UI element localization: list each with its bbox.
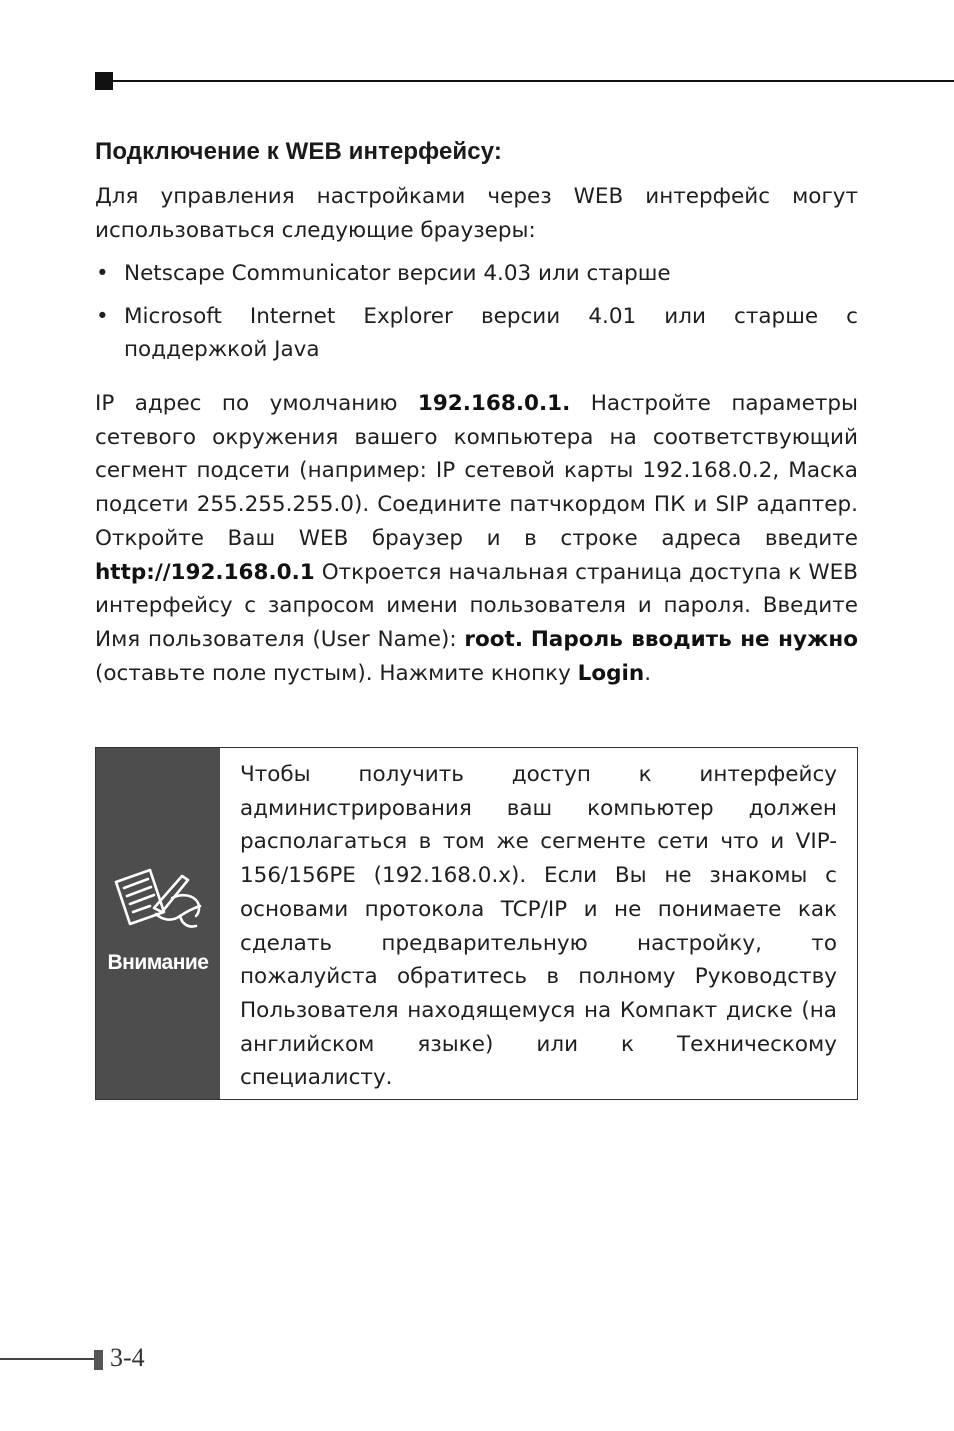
header-rule: [95, 80, 954, 82]
text-run: Настройте параметры сетевого окружения вашего компьютера на соответствующий сегмент подсети (например: IP сетевой карты 192.168.0.2, Маска подсети 255.255.255.0). Соедините патчкордом ПК и SIP адаптер. Откройте Ваш WEB браузер и в строке адреса введите: [95, 391, 859, 551]
instructions-paragraph: [95, 387, 858, 690]
text-run: Откроется начальная страница доступа к WEB интерфейсу с запросом имени пользователя и пароля. Введите Имя пользователя (User Name):: [95, 559, 858, 652]
footer-mark: [94, 1350, 103, 1370]
default-ip: 192.168.0.1.: [417, 391, 571, 416]
text-run: IP адрес по умолчанию: [95, 391, 418, 416]
text-run: .: [644, 660, 652, 686]
note-sidebar: [96, 748, 220, 1099]
page-number: 3-4: [110, 1343, 145, 1372]
section-heading: Подключение к WEB интерфейсу:: [95, 138, 502, 165]
note-writing-hand-icon: [110, 868, 204, 946]
list-item: [95, 257, 858, 291]
attention-note-box: [95, 747, 858, 1100]
username-value: root.: [464, 626, 523, 652]
browser-list: [95, 257, 858, 376]
bullet-icon: •: [96, 303, 109, 329]
list-item-text: Netscape Communicator версии 4.03 или старше: [124, 261, 671, 286]
list-item: [95, 300, 858, 367]
no-password-note: Пароль вводить не нужно: [530, 626, 858, 652]
web-address: http://192.168.0.1: [95, 559, 315, 585]
footer-rule: [0, 1358, 94, 1360]
bullet-icon: •: [96, 261, 109, 286]
list-item-text: Microsoft Internet Explorer версии 4.01 или старше с поддержкой Java: [124, 303, 858, 363]
text-run: (оставьте поле пустым). Нажмите кнопку: [95, 660, 578, 686]
note-text: Чтобы получить доступ к интерфейсу администрирования ваш компьютер должен располагаться в том же сегменте сети что и VIP-156/156PE (192.168.0.x). Если Вы не знакомы с основами протокола TCP/IP и не понимаете как сделать предварительную настройку, то пожалуйста обратитесь в полному Руководству Пользователя находящемуся на Компакт диске (на английском языке) или к Техническому специалисту.: [240, 762, 837, 1091]
intro-paragraph: Для управления настройками через WEB интерфейс могут использоваться следующие браузеры:: [95, 184, 858, 243]
note-label: Внимание: [107, 951, 209, 974]
login-button-name: Login: [577, 660, 645, 686]
